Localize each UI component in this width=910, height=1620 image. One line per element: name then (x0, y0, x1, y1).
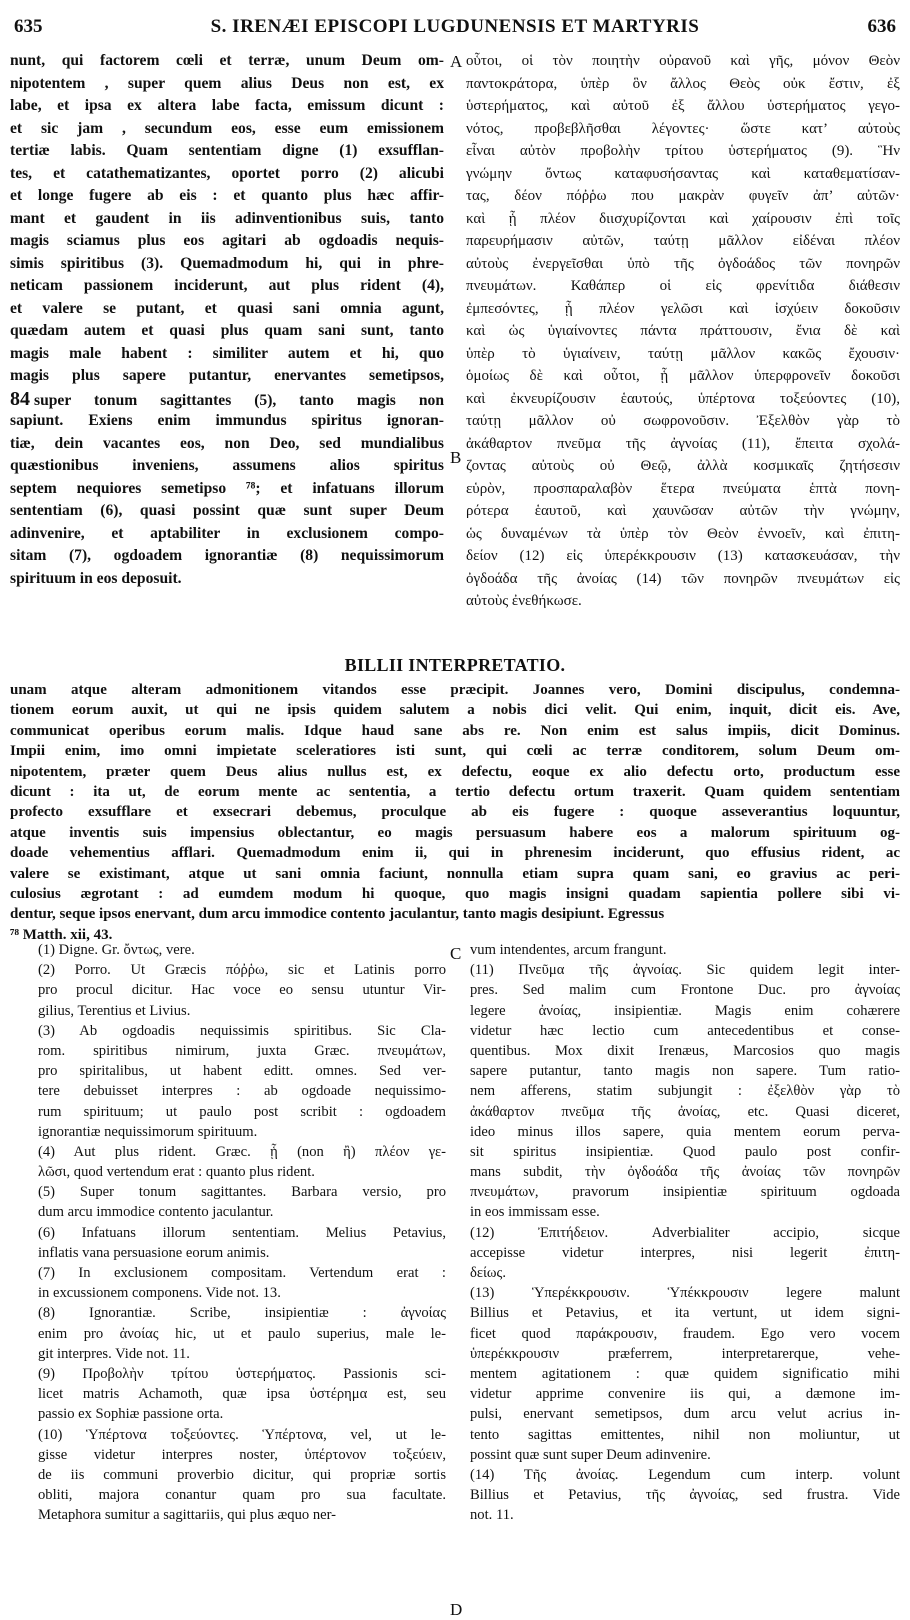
column-number: 84 (10, 387, 30, 410)
interpretatio-line: dentur, seque ipsos enervant, dum arcu immodice contento jaculantur, tanto magis desipiunt. Egressus (10, 906, 665, 923)
interpretatio-line: culosius ægrotant : ad eumdem modum hi quoque, quo magis insigni quadam sapientia pollere sibi vi- (10, 885, 900, 902)
margin-letter-c: C (450, 944, 462, 963)
note-line: not. 11. (470, 1507, 514, 1524)
interpretatio-line: dicunt : ita ut, de eorum mente ac sententia, a tertio defectu ortum traxerit. Quam quidem sententiam (10, 783, 900, 800)
note-line: ὑπερέκκρουσιν præferrem, interpretarerque, vehe- (470, 1345, 900, 1362)
note-line: (8) Ignorantiæ. Scribe, insipientiæ : ἀγνοίας (38, 1305, 446, 1322)
note-line: δείως. (470, 1265, 506, 1281)
page-number-right: 636 (867, 16, 896, 37)
greek-text-line: γνώμην ὄντως καταφυσήσαντας καὶ καταθεματίσαν- (466, 165, 900, 182)
note-line: pulsi, enervant semetipsos, dum arcu velut acrius in- (470, 1406, 900, 1423)
latin-text-line: labe, et ipsa ex altera labe facta, emissum dicunt : (10, 97, 444, 114)
greek-text-line: ὀγδοάδα τῆς ἀνοίας (14) τῶν πονηρῶν πνευμάτων εἰς (466, 570, 900, 587)
greek-text-line: εἶναι αὐτὸν προβολὴν τρίτου ὑστερήματος (9). Ἣν (466, 143, 900, 159)
greek-text-line: ὑστερήματος, καὶ αὐτοῦ ἐξ ἄλλου ὑστερήματος γεγο- (466, 98, 900, 114)
note-line: sapere putantur, tanto magis non sapere. Tum ratio- (470, 1063, 900, 1080)
section-title: BILLII INTERPRETATIO. (344, 655, 566, 675)
notes-left-column (38, 940, 446, 1525)
greek-text-line: καὶ ἐκνευρίζουσιν ἑαυτούς, ὑπέρτονα τοξεύοντες (10), (466, 390, 900, 407)
note-line: πνευμάτων, pravorum insipientiæ spirituum ogdoada (470, 1184, 900, 1201)
note-line: pro procul dicitur. Hac voce eo sensu utuntur Vir- (38, 982, 446, 999)
note-line: (11) Πνεῦμα τῆς ἀγνοίας. Sic quidem legit inter- (470, 962, 900, 979)
note-line: (6) Infatuans illorum sententiam. Melius Petavius, (38, 1224, 446, 1241)
interpretatio-line: doade vehementius afflari. Quemadmodum enim ii, qui in phrenesim inciderunt, quo effusius rident, ac (10, 845, 900, 862)
note-line: ἀκάθαρτον πνεῦμα τῆς ἀνοίας, etc. Quasi diceret, (470, 1103, 900, 1120)
greek-text-line: τας, δέον πόῤῥω που μακρὰν φυγεῖν ἀπ’ αὐτῶν· (466, 188, 900, 204)
interpretatio-line: communicat operibus eorum malis. Idque haud sane abs re. Non enim est salus impiis, dicit Dominus. (10, 722, 900, 739)
billi-interpretatio (10, 680, 900, 944)
latin-text-line: 84 super tonum sagittantes (5), tanto magis non (10, 387, 444, 410)
greek-text-line: ρότερα ἑαυτοῦ, καὶ χαυνῶσαν αὐτῶν τὴν γνώμην, (466, 503, 900, 519)
parallel-text (10, 50, 900, 650)
note-line: Billius et Petavius, τῆς ἀγνοίας, sed frustra. Vide (470, 1487, 900, 1504)
note-line: licet matris Achamoth, quæ ipsa ὑστέρημα est, seu (38, 1386, 446, 1403)
note-line: Billius et Petavius, et ita vertunt, ut idem signi- (470, 1305, 900, 1322)
note-line: possint quæ sunt super Deum adinvenire. (470, 1446, 711, 1463)
note-line: (4) Aut plus rident. Græc. ᾗ (non ἢ) πλέον γε- (38, 1143, 446, 1160)
greek-text-line: αὐτοὺς ἐνεργεῖσθαι ὑπὸ τῆς ὀγδοάδος τῶν πονηρῶν (466, 255, 900, 272)
note-line: dum arcu immodice contento jaculantur. (38, 1204, 274, 1221)
running-header (14, 12, 896, 42)
note-line: (5) Super tonum sagittantes. Barbara versio, pro (38, 1184, 446, 1201)
greek-text-line: καὶ ᾗ πλέον διισχυρίζονται καὶ χαίρουσιν ἐπὶ τοῖς (466, 210, 900, 227)
note-line: mans subdit, τὴν ὀγδοάδα τῆς ἀνοίας τῶν πονηρῶν (470, 1164, 900, 1181)
note-line: vum intendentes, arcum frangunt. (470, 942, 667, 958)
note-line: (14) Τῆς ἀνοίας. Legendum cum interp. volunt (470, 1466, 900, 1483)
running-title: S. IRENÆI EPISCOPI LUGDUNENSIS ET MARTYRIS (210, 16, 700, 37)
note-line: gisse videtur interpres noster, ὑπέρτονον τοξεύειν, (38, 1446, 446, 1463)
greek-text-line: πνευμάτων. Καθάπερ οἱ εἰς φρενίτιδα διάθεσιν (466, 278, 900, 294)
notes-right-column (470, 940, 900, 1525)
latin-text-line: mant et gaudent in iis adinventionibus suis, tanto (10, 209, 444, 227)
latin-text-line: tiæ, dein vacantes eos, non Deo, sed mundialibus (10, 434, 444, 452)
note-line: passio ex Sophiæ passione orta. (38, 1406, 224, 1423)
note-line: tento sagittas emittentes, nihil non moliuntur, ut (470, 1426, 900, 1443)
note-line: sit spiritus insipientiæ. Quod paulo post confir- (470, 1143, 900, 1160)
latin-text-line: magis male habent : similiter autem et hi, quo (10, 344, 444, 362)
greek-text-line: ζοντας αὐτοὺς οὐ Θεῷ, ἀλλὰ κοσμικαῖς ζητήσεσιν (466, 458, 900, 474)
note-line: ignorantiæ nequissimorum spirituum. (38, 1123, 258, 1140)
note-line: (1) Digne. Gr. ὄντως, vere. (38, 942, 195, 958)
latin-text-line: nipotentem , super quem alius Deus non est, ex (10, 74, 444, 92)
note-line: rum spirituum; ut paulo post scribit : ogdoadem (38, 1103, 446, 1120)
note-line: (13) Ὑπερέκκρουσιν. Ὑπέκκρουσιν legere malunt (470, 1285, 900, 1302)
latin-text-line: magis sciamus plus eos agitari ab ogdoadis nequis- (10, 232, 444, 249)
note-line: in excussionem componens. Vide not. 13. (38, 1285, 281, 1302)
note-line: obliti, majora conantur quam pro sua facultate. (38, 1487, 446, 1504)
note-line: ficet quod παράκρουσιν, fraudem. Ego vero vocem (470, 1325, 900, 1342)
margin-letter-d: D (450, 1600, 463, 1619)
latin-text-line: spirituum in eos deposuit. (10, 569, 182, 587)
note-line: videtur hæc lectio cum antecedentibus et conse- (470, 1022, 900, 1039)
note-line: (10) Ὑπέρτονα τοξεύοντες. Ὑπέρτονα, vel, ut le- (38, 1426, 446, 1443)
latin-text-line: et valere se putant, et quasi sani omnia agunt, (10, 299, 444, 317)
margin-letter-a: A (450, 52, 463, 71)
latin-text-line: sententiam (6), quasi possint quæ sunt super Deum (10, 502, 444, 519)
greek-text-line: εὑρὸν, προσπαραλαβὸν ἕτερα πνεύματα ἑπτὰ πονη- (466, 480, 900, 497)
latin-text-line: sitam (7), ogdoadem ignorantiæ (8) nequissimorum (10, 547, 444, 564)
latin-column (10, 50, 444, 590)
note-line: legere ἀνοίας, insipientiæ. Magis enim cohærere (470, 1002, 900, 1019)
note-line: enim pro ἀνοίας hic, ut et paulo superius, male le- (38, 1325, 446, 1342)
interpretatio-line: Impii enim, imo omni impietate sceleratiores isti sunt, qui cœli ac terræ conditorem, solum Deum om- (10, 743, 900, 760)
greek-text-line: παντοκράτορα, ὑπὲρ ὃν ἄλλος Θεὸς οὐκ ἔστιν, ἐξ (466, 75, 900, 92)
greek-text-line: ὁμοίως δὲ καὶ οὗτοι, ᾗ μᾶλλον ὑπερφρονεῖν δοκοῦσι (466, 368, 900, 384)
greek-column (466, 50, 900, 613)
note-line: videtur apprime convenire iis qui, a dæmone im- (470, 1386, 900, 1403)
note-line: (9) Προβολὴν τρίτου ὑστερήματος. Passionis sci- (38, 1365, 446, 1382)
greek-text-line: νότος, προβεβλῆσθαι λέγοντες· ὥστε κατ’ αὐτοὺς (466, 120, 900, 137)
latin-text-line: septem nequiores semetipso ⁷⁸; et infatuans illorum (10, 479, 444, 497)
greek-text-line: ὑπὲρ τὸ ὑγιαίνειν, ταύτῃ μᾶλλον κακῶς ἔχουσιν· (466, 345, 900, 362)
latin-text-line: et longe fugere ab eis : et quanto plus hæc affir- (10, 187, 444, 204)
interpretatio-line: atque inventis suis impensius oblectantur, eo magis persuasum habere eos a malorum spirituum og- (10, 824, 900, 841)
greek-text-line: παρευρήμασιν αὐτῶν, ταύτῃ μᾶλλον εἰδέναι πλέον (466, 233, 900, 249)
latin-text-line: sapiunt. Exiens enim immundus spiritus ignoran- (10, 412, 444, 429)
greek-text-line: ταύτῃ μᾶλλον οὐ σωφρονοῦσιν. Ἐξελθὸν γὰρ τὸ (466, 413, 900, 429)
page-number-left: 635 (14, 16, 43, 37)
latin-text-line: magis plus sapere putantur, enervantes semetipsos, (10, 367, 444, 384)
interpretatio-line: tionem eorum auxit, ut qui ne ipsis quidem salutem a nobis dici velit. Qui enim, inquit, dicit eis. Ave, (10, 702, 900, 719)
note-line: accepisse videtur interpres, nisi legerit ἐπιτη- (470, 1244, 900, 1261)
latin-text-line: nunt, qui factorem cœli et terræ, unum Deum om- (10, 52, 444, 69)
note-line: (12) Ἐπιτήδειον. Adverbialiter accipio, sicque (470, 1224, 900, 1241)
interpretatio-line: nipotentem, præter quem Deus alius nullus est, ex defectu, eoque ex alio defectu orto, productum esse (10, 763, 900, 780)
note-line: quentibus. Mox dixit Irenæus, Marcosios quo magis (470, 1042, 900, 1059)
latin-text-line: tertiæ labis. Quam sententiam digne (1) exsufflan- (10, 142, 444, 159)
greek-text-line: ἐμπεσόντες, ᾗ πλέον γελῶσι καὶ ἰσχύειν δοκοῦσιν (466, 300, 900, 317)
note-line: (2) Porro. Ut Græcis πόῤῥω, sic et Latinis porro (38, 962, 446, 979)
note-line: (7) In exclusionem compositam. Vertendum erat : (38, 1265, 446, 1281)
latin-text-line: simis spiritibus (3). Quemadmodum hi, qui in phre- (10, 254, 444, 272)
note-line: ideo minus illos sapere, quia mentem eorum perva- (470, 1123, 900, 1140)
note-line: inflatis vana persuasione eorum animis. (38, 1244, 270, 1261)
note-line: nem afferens, statim subjungit : ἐξελθὸν γὰρ τὸ (470, 1083, 900, 1100)
note-line: pres. Sed malim cum Frontone Duc. pro ἀγνοίας (470, 982, 900, 999)
latin-text-line: neticam passionem inciderunt, aut plus rident (4), (10, 277, 444, 294)
note-line: pro spiritalibus, ut habent editt. omnes. Sed ver- (38, 1063, 446, 1080)
billi-footnote: ⁷⁸ Matth. xii, 43. (10, 926, 113, 943)
latin-text-line: adinvenire, et aptabiliter in exclusionem compo- (10, 524, 444, 542)
greek-text-line: οὗτοι, οἱ τὸν ποιητὴν οὐρανοῦ καὶ γῆς, μόνον Θεὸν (466, 53, 900, 69)
note-line: tere debuisset interpres : ab ogdoade nequissimo- (38, 1083, 446, 1100)
latin-text-line: quædam autem et quasi plus quam sani sunt, tanto (10, 322, 444, 339)
note-line: rom. spiritibus nimirum, juxta Græc. πνευμάτων, (38, 1042, 446, 1059)
note-line: gilius, Terentius et Livius. (38, 1002, 191, 1019)
note-line: λῶσι, quod vertendum erat : quanto plus rident. (38, 1164, 315, 1181)
latin-text-line: quæstionibus inveniens, assumens alios spiritus (10, 457, 444, 474)
interpretatio-line: profecto exsufflare et exsecrari debemus, proculque ab eis fugere : quoque asseverantius loquuntur, (10, 804, 900, 821)
greek-text-line: ἀκάθαρτον πνεῦμα τῆς ἀγνοίας (11), ἔπειτα σχολά- (466, 435, 900, 452)
greek-text-line: δείον (12) εἰς ὑπερέκκρουσιν (13) κατασκευάσαν, τὴν (466, 548, 900, 564)
note-line: git interpres. Vide not. 11. (38, 1345, 190, 1362)
latin-text-line: et sic jam , secundum eos, esse eum emissionem (10, 119, 444, 137)
margin-letter-b: B (450, 448, 462, 467)
note-line: (3) Ab ogdoadis nequissimis spiritibus. Sic Cla- (38, 1022, 446, 1039)
note-line: in eos immissam esse. (470, 1204, 600, 1221)
note-line: de iis communi proverbio dicitur, qui propriæ sortis (38, 1466, 446, 1483)
latin-text-line: tes, et catathematizantes, oportet porro (2) alicubi (10, 164, 444, 182)
greek-text-line: ὡς δυναμένων τὰ ὑπὲρ τὸν Θεὸν ἐννοεῖν, καὶ ἐπιτη- (466, 525, 900, 542)
interpretatio-line: valere se existimant, atque ut sani omnia faciunt, nonnulla etiam supra quam sani, eo gravius ac peri- (10, 865, 900, 882)
note-line: Metaphora sumitur a sagittariis, qui plus æquo ner- (38, 1507, 337, 1524)
interpretatio-line: unam atque alteram admonitionem vitandos esse præcipit. Joannes vero, Domini discipulus, condemna- (10, 682, 900, 698)
note-line: mentem agitationem : quæ quidem significatio mihi (470, 1365, 900, 1382)
greek-text-line: καὶ ὡς ὑγιαίνοντες πάντα πράττουσιν, ἔνια δὲ καὶ (466, 323, 900, 339)
greek-text-line: αὐτοὺς ἐνεθήκωσε. (466, 593, 582, 609)
